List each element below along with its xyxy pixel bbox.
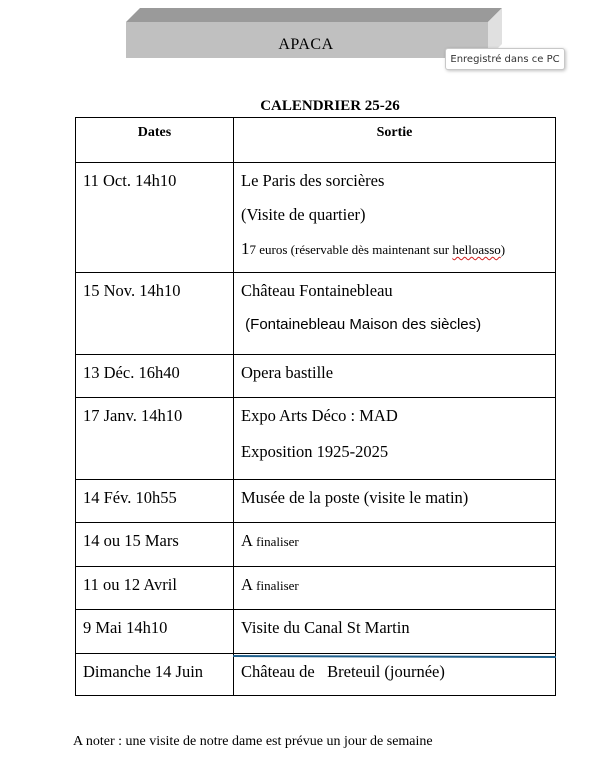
row-price: 17 euros (réservable dès maintenant sur helloasso) bbox=[241, 239, 506, 258]
calendar-table bbox=[75, 117, 556, 696]
table-row bbox=[76, 523, 556, 567]
table-row bbox=[76, 355, 556, 398]
row-sortie-line: Musée de la poste (visite le matin) bbox=[241, 488, 469, 507]
row-sortie-line: (Fontainebleau Maison des siècles) bbox=[241, 316, 482, 333]
table-row bbox=[76, 163, 556, 273]
table-header-row bbox=[76, 118, 556, 163]
row-date: 9 Mai 14h10 bbox=[83, 618, 168, 637]
footer-note: A noter : une visite de notre dame est prévue un jour de semaine bbox=[73, 734, 433, 749]
calendar-title: CALENDRIER 25-26 bbox=[260, 98, 400, 114]
row-date: 15 Nov. 14h10 bbox=[83, 281, 181, 300]
helloasso-link[interactable]: helloasso bbox=[452, 242, 501, 257]
row-date: 14 ou 15 Mars bbox=[83, 531, 179, 550]
table-row bbox=[76, 480, 556, 523]
row-sortie-line: Le Paris des sorcières bbox=[241, 171, 385, 190]
row-date: 13 Déc. 16h40 bbox=[83, 363, 180, 382]
row-sortie-line: Expo Arts Déco : MAD bbox=[241, 406, 398, 425]
row-sortie-line: Opera bastille bbox=[241, 363, 334, 382]
table-row bbox=[76, 273, 556, 355]
header-sortie: Sortie bbox=[234, 118, 556, 163]
row-sortie-line: Château de Breteuil (journée) bbox=[241, 662, 445, 681]
row-date: 14 Fév. 10h55 bbox=[83, 488, 177, 507]
header-dates: Dates bbox=[76, 118, 234, 163]
row-date: 17 Janv. 14h10 bbox=[83, 406, 183, 425]
row-date: Dimanche 14 Juin bbox=[83, 662, 204, 681]
table-row bbox=[76, 654, 556, 696]
row-date: 11 Oct. 14h10 bbox=[83, 171, 177, 190]
table-row bbox=[76, 567, 556, 610]
row-date: 11 ou 12 Avril bbox=[83, 575, 177, 594]
table-row bbox=[76, 610, 556, 654]
row-sortie-line: Visite du Canal St Martin bbox=[241, 618, 410, 637]
row-sortie-line: A finaliser bbox=[241, 575, 299, 594]
accent-line bbox=[233, 653, 557, 659]
row-sortie-line: (Visite de quartier) bbox=[241, 205, 366, 224]
banner-title: APACA bbox=[278, 36, 334, 53]
row-sortie-line: Exposition 1925-2025 bbox=[241, 442, 389, 461]
save-status-tooltip: Enregistré dans ce PC bbox=[445, 48, 565, 70]
table-row bbox=[76, 398, 556, 480]
row-sortie-line: A finaliser bbox=[241, 531, 299, 550]
row-sortie-line: Château Fontainebleau bbox=[241, 281, 393, 300]
